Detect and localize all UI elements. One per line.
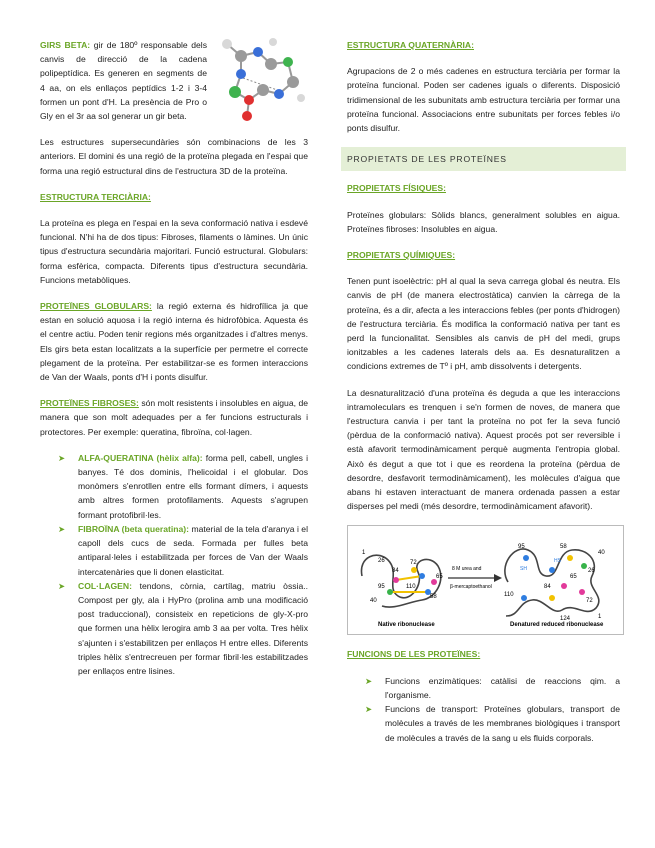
alpha-keratin-heading: ALFA-QUERATINA (hèlix alfa): xyxy=(78,452,203,463)
denatured-sh-label: SH xyxy=(520,566,527,573)
arrow-bullet-icon: ➤ xyxy=(58,523,66,534)
chemical-properties-heading: PROPIETATS QUÍMIQUES: xyxy=(347,250,456,261)
tertiary-paragraph: La proteïna es plega en l'espai en la seva conformació nativa i esdevé funcional. N'hi ha de dos tipus: Fibroses, filaments o làmines. Un únic tipus d'estructura secundària majoritari. Funció estructural. Globulars: forma esfèrica, compacta. Diferents tipus d'estructura secundària. Funcions metabòliques. xyxy=(40,218,308,285)
transport-text: Funcions de transport: Proteïnes globulars, transport de molècules a través de les membranes biològiques i transport de molècules a través de la sang u els fluids corporals. xyxy=(385,704,620,743)
denatured-hs-label: HS xyxy=(554,558,561,565)
arrow-bullet-icon: ➤ xyxy=(58,452,66,463)
denatured-num-65: 65 xyxy=(570,574,577,581)
list-item-fibroin xyxy=(58,522,308,579)
supersecondary-paragraph: Les estructures supersecundàries són combinacions de les 3 anteriors. El domini és una regió de la proteïna plegada en l'espai que forma una regió estructural dins de l'estructura 3D de la proteïna. xyxy=(40,137,308,176)
native-num-110: 110 xyxy=(406,584,416,591)
arrow-bullet-icon: ➤ xyxy=(365,704,373,715)
ribonuclease-denaturation-figure xyxy=(347,525,624,635)
collagen-heading: COL·LAGEN: xyxy=(78,580,132,591)
denatured-num-1: 1 xyxy=(598,614,602,621)
denatured-label: Denatured reduced ribonuclease xyxy=(510,622,604,629)
functions-list xyxy=(365,674,620,745)
native-num-26: 26 xyxy=(378,558,385,565)
arrow-bullet-icon: ➤ xyxy=(58,580,66,591)
chemical-properties-paragraph-1: Tenen punt isoelèctric: pH al qual la seva carrega global és neutra. Els canvis de pH (de manera electrostàtica) canvien la càrrega de la proteïna, és a dir, afecta a les interaccions febles (per ponts d'hidrogen) de l'estructura terciària. És modifica la conformació nativa per tant es perd la funcionalitat. Sensibles als canvis de pH del medi, grups ionitzables a les cadenes laterals dels aa. Es desnaturalitzen a condicions extremes de Tº i pH, amb dissolvents i detergents. xyxy=(347,276,620,372)
denatured-num-40: 40 xyxy=(598,550,605,557)
fibrous-paragraph xyxy=(40,396,308,439)
denatured-num-72: 72 xyxy=(586,598,593,605)
native-num-72: 72 xyxy=(410,560,417,567)
properties-section-band: PROPIETATS DE LES PROTEÏNES xyxy=(341,147,626,171)
denatured-num-58: 58 xyxy=(560,544,567,551)
fibrous-protein-list xyxy=(58,451,308,678)
beta-turn-molecule-image xyxy=(213,34,308,124)
tertiary-heading: ESTRUCTURA TERCIÀRIA: xyxy=(40,191,151,202)
left-column xyxy=(40,38,308,678)
reagent-label-2: β-mercaptoethanol xyxy=(450,584,492,591)
native-num-40: 40 xyxy=(370,598,377,605)
native-label: Native ribonuclease xyxy=(378,622,435,629)
list-item-enzymatic xyxy=(365,674,620,702)
list-item-transport xyxy=(365,702,620,745)
native-num-84: 84 xyxy=(392,568,399,575)
globular-heading: PROTEÏNES GLOBULARS: xyxy=(40,301,152,312)
physical-properties-paragraph: Proteïnes globulars: Sòlids blancs, generalment solubles en aigua. Proteïnes fibroses: Insolubles en aigua. xyxy=(347,209,620,234)
functions-heading: FUNCIONS DE LES PROTEÏNES: xyxy=(347,649,481,660)
denatured-num-124: 124 xyxy=(560,616,571,623)
enzymatic-text: Funcions enzimàtiques: catàlisi de reaccions qim. a l'organisme. xyxy=(385,675,620,700)
beta-turn-heading: GIRS BETA: xyxy=(40,40,91,50)
denatured-num-95: 95 xyxy=(518,544,525,551)
fibrous-text: són molt resistents i insolubles en aigua, de manera que son molt adequades per a fer funcions estructurals i protectores. Per exemple: queratina, fibroïna, col·lagen. xyxy=(40,398,308,437)
denatured-num-110: 110 xyxy=(504,592,514,599)
collagen-text: tendons, còrnia, cartílag, matriu òssia.. Compost per gly, ala i HyPro (prolina amb una modificació post traduccional), consisteix en repeticions de gly-X-pro que formen una hèlix lerogira amb 3 aa per volta. Tres hèlix s'ajunten i s'estabilitzen per enllaços H entre elles. Diferents triples hèlix s'entrecreuen per formar fibril·les estabilitzades per enllaços entre lisines. xyxy=(78,580,308,676)
quaternary-heading: ESTRUCTURA QUATERNÀRIA: xyxy=(347,40,474,50)
native-num-95: 95 xyxy=(378,584,385,591)
beta-turn-text: gir de 180º responsable dels canvis de direcció de la cadena polipeptídica. Es generen en segments de 4 aa, on els enllaços peptídics 1-2 i 3-4 formen un pont d'H. La presència de Pro o Gly en el 3r aa sol generar un gir beta. xyxy=(40,40,207,122)
arrow-bullet-icon: ➤ xyxy=(365,675,373,686)
quaternary-paragraph: Agrupacions de 2 o més cadenes en estructura terciària per formar la proteïna funcional. Poden ser cadenes iguals o diferents. Disposició tridimensional de les subunitats amb estructura terciària per formar una proteïna funcional. Associacions entre subunitats per forces febles i/o ponts disulfur. xyxy=(347,66,620,134)
globular-paragraph xyxy=(40,299,308,384)
chemical-properties-paragraph-2: La desnaturalització d'una proteïna és deguda a que les interaccions intramoleculars es trenquen i se'n formen de noves, de manera que l'estructura canvia i per tant la proteïna no pot fer la seva funció (pèrdua de la conformació nativa). Aquest procés pot ser reversible i està afavorit termodinàmicament perquè augmenta l'entropia global. Això és degut a que tot i que es reordena la proteïna (pèrdua de desordre, desfavorit termodinàmicament), les molècules d'aigua que abans hi estaven interactuant de manera ordenada passen a estar disperses pel medi (més desordre, termodinàmicament afavorit). xyxy=(347,387,620,512)
native-num-58: 58 xyxy=(430,594,437,601)
list-item-collagen xyxy=(58,579,308,678)
right-column xyxy=(347,38,620,745)
reagent-label-1: 8 M urea and xyxy=(452,566,482,573)
list-item-alpha-keratin xyxy=(58,451,308,522)
denatured-num-26: 26 xyxy=(588,568,595,575)
physical-properties-heading: PROPIETATS FÍSIQUES: xyxy=(347,183,446,194)
fibroin-text: material de la tela d'aranya i el capoll dels cucs de seda. Formada per fulles beta antiparal·leles i estabilitzada per forces de Van der Waals intercatenàries que li donen elasticitat. xyxy=(78,523,308,577)
fibroin-heading: FIBROÏNA (beta queratina): xyxy=(78,523,190,534)
denatured-num-84: 84 xyxy=(544,584,551,591)
native-num-1: 1 xyxy=(362,550,366,557)
globular-text: la regió externa és hidrofílica ja que estan en solució aquosa i la regió interna és hidrofòbica. Aquesta és el centre actiu. Poden tenir regions més organitzades i d'altres menys. Els girs beta estan localitzats a la superfície per permetre el correcte plegament de la proteïna. Per estabilitzar-se es formen interaccions de Van der Waals, ponts d'H i ponts disulfur. xyxy=(40,301,309,383)
alpha-keratin-text: forma pell, cabell, ungles i banyes. Té dos dominis, l'helicoidal i el globular. Dos monòmers s'enrotllen entre ells formant dímers, i aquests amb altres formen protofilaments. Aquests s'agrupen formant protofibril·les. xyxy=(78,452,308,520)
fibrous-heading: PROTEÏNES FIBROSES: xyxy=(40,398,139,409)
native-num-65: 65 xyxy=(436,574,443,581)
